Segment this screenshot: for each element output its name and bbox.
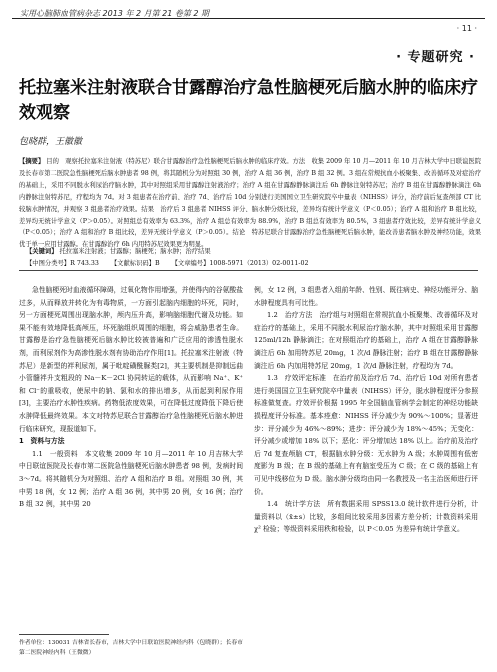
abstract-text: 目的 观察托拉塞米注射液（特苏尼）联合甘露醇治疗急性脑梗死后脑水肿的临床疗效。方法 收集 2009 年 10 月—2011 年 10 月吉林大学中日联谊医院及长春市第二医院急性脑梗死后脑水肿患者 98 例，将其随机分为对照组 30 例，治疗 A 组 36 例，治疗 B 组 32 例。3 组在常规抗血小板聚集、改善循环及对症治疗的基础上，采用不同脱水利尿治疗脑水肿，其中对照组采用甘露醇注射液治疗；治疗 A 组在甘露醇静脉滴注后 6h 静脉注射特苏尼；治疗 B 组在甘露醇静脉滴注 6h 内静脉注射特苏尼，疗程均为 7d。对 3 组患者在治疗前、治疗 7d、治疗后 10d 分别进行美国国立卫生研究院卒中量表（NIHSS）评分，治疗前后复查颅部 CT 比较脑水肿情况，并观察 3 组患者治疗效果。结果 治疗后 3 组患者 NIHSS 评分、脑水肿分级比较，差异均有统计学意义（P＜0.05）；治疗 A 组和治疗 B 组比较，差异均无统计学意义（P＞0.05）。对照组总有效率为 63.3%，治疗 A 组总有效率为 88.9%，治疗 B 组总有效率为 80.5%，3 组患者疗效比较，差异有统计学意义（P＜0.05）；治疗 A 组和治疗 B 组比较，差异无统计学意义（P＞0.05）。结论 特苏尼联合甘露醇治疗急性脑梗死后脑水肿，能改善患者脑水肿及神经功能，效果优于单一应用甘露醇。在甘露醇治疗 6h 内用特苏尼效果更为明显。	[19, 158, 482, 249]
clc-number: 【中图分类号】R 743.33	[26, 260, 99, 267]
article-number: 【文章编号】1008-5971（2013）02-0011-02	[171, 260, 309, 267]
article-title: 托拉塞米注射液联合甘露醇治疗急性脑梗死后脑水肿的临床疗效观察	[19, 78, 478, 123]
keywords-text: 托拉塞米注射液；甘露醇；脑梗死；脑水肿；治疗结果	[59, 248, 211, 255]
header-divider	[12, 18, 485, 19]
keywords-label: 【关键词】	[26, 248, 58, 255]
section-heading-materials: 1 资料与方法	[19, 437, 65, 446]
classification-line	[26, 258, 319, 267]
continued-paragraph: 例，女 12 例，3 组患者入组前年龄、性别、既往病史、神经功能评分、脑水肿程度具有可比性。	[254, 286, 478, 307]
abstract	[19, 156, 481, 251]
abstract-divider	[19, 270, 478, 271]
general-data-paragraph: 1.1 一般资料 本文收集 2009 年 10 月—2011 年 10 月吉林大学中日联谊医院及长春市第二医院急性脑梗死后脑水肿患者 98 例，发病时间 3～7d。将其随机分为对照组、治疗 A 组和治疗 B 组。对照组 30 例，其中男 18 例，女 12 例；治疗 A 组 36 例，其中男 20 例，女 16 例；治疗 B 组 32 例，其中男 20	[19, 449, 243, 509]
statistics-paragraph: 1.4 统计学方法 所有数据采用 SPSS13.0 统计软件进行分析，计量资料以（x̄±s）比较，多组间比较采用多因素方差分析；计数资料采用 χ² 检验；等级资料采用秩和检验，以 P＜0.05 为差异有统计学意义。	[254, 500, 478, 534]
journal-header: 实用心脑肺血管病杂志 2013 年 2 月第 21 卷第 2 期	[20, 9, 210, 18]
authors: 包晓群，王徽徽	[19, 137, 83, 147]
abstract-label: 【摘要】	[19, 158, 45, 165]
left-column	[19, 284, 243, 511]
right-column	[254, 284, 478, 536]
section-label: · 专题研究 ·	[396, 50, 475, 65]
page-number: · 11 ·	[456, 24, 477, 33]
intro-paragraph: 急性脑梗死时血液循环障碍，过氧化物作用增强，并使得内的谷氨酸盐过多，从而释放并转化为有毒物质，一方面引起脑内细胞的坏死，同时，另一方面梗死周围出现脑水肿，颅内压升高，影响脑细胞代谢及功能。如果不能有效地降低高颅压，坏死脑组织周围的细胞，将会威胁患者生命。甘露醇是治疗急性脑梗死后脑水肿比较被普遍和广泛应用的渗透性脱水剂，而利尿剂作为高渗性脱水剂有协助治疗作用[1]。托拉塞米注射液（特苏尼）是新型的袢利尿剂，属于吡啶磺酰脲类[2]，其主要机制是抑制远曲小管髓袢升支粗段的 Na－K－2Cl 协同转运的载体，从而影响 Na⁺、K⁺和 Cl⁻的重吸收，使尿中的钠、氯和水的排出增多，从而起到利尿作用[3]，主要治疗水肿性疾病。药物低浓度效果，可在降低过度降低下降后使水肿降低最终效果。本文对特苏尼联合甘露醇治疗急性脑梗死后脑水肿进行临床研究，现报道如下。	[19, 286, 243, 433]
keywords	[26, 246, 211, 255]
footnote-divider	[19, 634, 109, 635]
treatment-method-paragraph: 1.2 治疗方法 治疗组与对照组在常规抗血小板聚集、改善循环及对症治疗的基础上，采用不同脱水利尿治疗脑水肿，其中对照组采用甘露醇 125ml/12h 静脉滴注；在对照组治疗的基础上，治疗 A 组在甘露醇静脉滴注后 6h 加用特苏尼 20mg，1 次/d 静脉注射；治疗 B 组在甘露醇静脉滴注后 6h 内加用特苏尼 20mg，1 次/d 静脉注射，疗程均为 7d。	[254, 311, 478, 370]
author-affiliation-footnote: 作者单位：130031 吉林省长春市，吉林大学中日联谊医院神经内科（包晓群）；长春市第二医院神经内科（王微微）	[19, 640, 243, 656]
efficacy-criteria-paragraph: 1.3 疗效评定标准 在治疗前及治疗后 7d、治疗后 10d 对所有患者进行美国国立卫生研究院卒中量表（NIHSS）评分，脱水肿程度评分参照标准做复查。疗效评价根据 1995 年全国脑血管病学会制定的神经功能缺损程度评分标准。基本痊愈：NIHSS 评分减少为 90%～100%；显著进步：评分减少为 46%～89%；进步：评分减少为 18%～45%；无变化：评分减少或增加 18% 以下；恶化：评分增加达 18% 以上。治疗前及治疗后 7d 复查颅脑 CT，根据脑水肿分级：无水肿为 A 级；水肿周围有低密度影为 B 级；在 B 级的基础上有有脑室受压为 C 级；在 C 级的基础上有可见中线移位为 D 级。脑水肿分级均由同一名教授及一名主治医师进行评价。	[254, 374, 478, 496]
document-code: 【文献标识码】B	[110, 260, 160, 267]
